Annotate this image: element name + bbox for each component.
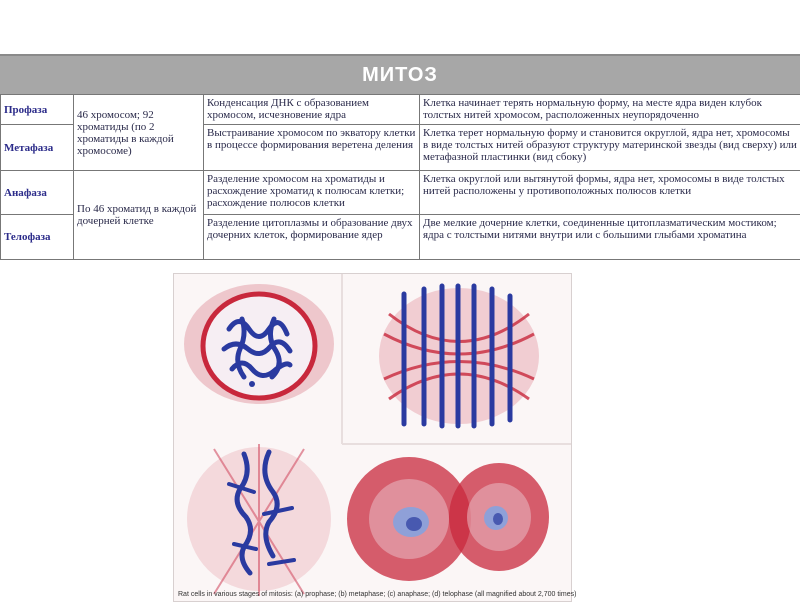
- table-title: МИТОЗ: [0, 54, 800, 94]
- mitosis-micrograph: [173, 273, 572, 602]
- phase-change: Выстраивание хромосом по экватору клетки в процессе формирования веретена деления: [204, 125, 420, 171]
- phase-appearance: Клетка начинает терять нормальную форму, на месте ядра виден клубок толстых нитей хромосом, расположенных неупорядоченно: [420, 95, 800, 125]
- telophase-cells: [347, 457, 549, 581]
- mitosis-table: [0, 54, 800, 260]
- phase-change: Разделение хромосом на хроматиды и расхождение хроматид к полюсам клетки; расхождение полюсов клетки: [204, 171, 420, 215]
- phase-name: Телофаза: [1, 215, 74, 260]
- phase-appearance: Две мелкие дочерние клетки, соединенные цитоплазматическим мостиком; ядра с толстыми нитями внутри или с большими глыбами хроматина: [420, 215, 800, 260]
- figure-caption: Rat cells in various stages of mitosis: (a) prophase; (b) metaphase; (c) anaphase; (d) telophase (all magnified about 2,700 times): [178, 591, 576, 598]
- table-row: [1, 171, 800, 215]
- phase-name: Профаза: [1, 95, 74, 125]
- chromatid-count-cell: По 46 хроматид в каждой дочерней клетке: [74, 171, 204, 260]
- phase-name: Метафаза: [1, 125, 74, 171]
- phase-change: Разделение цитоплазмы и образование двух дочерних клеток, формирование ядер: [204, 215, 420, 260]
- prophase-cell: [184, 284, 334, 404]
- phase-appearance: Клетка округлой или вытянутой формы, ядра нет, хромосомы в виде толстых нитей расположены у противоположных полюсов клетки: [420, 171, 800, 215]
- phases-table: [0, 94, 800, 260]
- table-row: [1, 95, 800, 125]
- phase-appearance: Клетка терет нормальную форму и становится округлой, ядра нет, хромосомы в виде толстых нитей образуют структуру материнской звезды (вид сверху) или метафазной пластинки (вид сбоку): [420, 125, 800, 171]
- phase-change: Конденсация ДНК с образованием хромосом, исчезновение ядра: [204, 95, 420, 125]
- micrograph-illustration: [174, 274, 571, 601]
- chromosome-count-cell: 46 хромосом; 92 хроматиды (по 2 хроматиды в каждой хромосоме): [74, 95, 204, 171]
- phase-name: Анафаза: [1, 171, 74, 215]
